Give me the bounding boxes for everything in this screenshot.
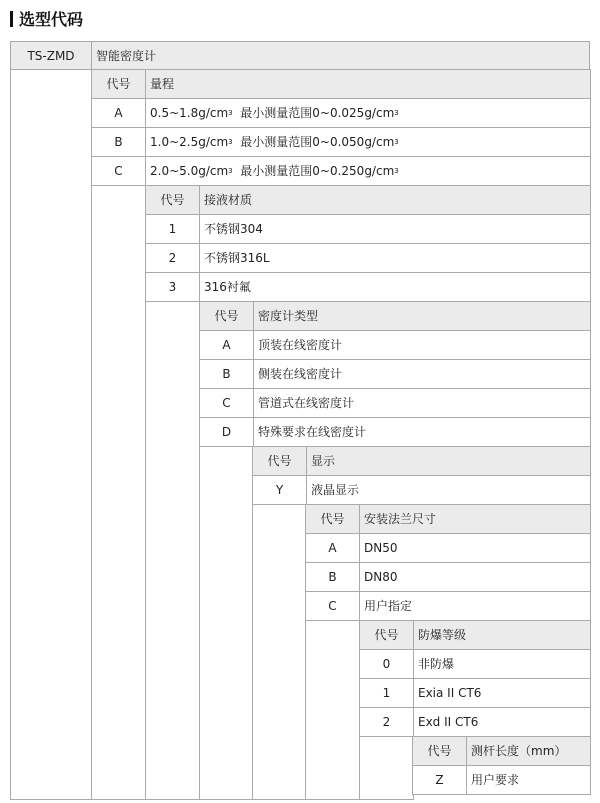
option-code bbox=[412, 765, 467, 795]
option-label bbox=[306, 475, 591, 505]
desc-header-text: 接液材质 bbox=[204, 193, 253, 207]
model-code-cell bbox=[10, 41, 92, 70]
option-code bbox=[359, 678, 414, 708]
level-3-desc-header bbox=[253, 301, 591, 331]
desc-header-text: 安装法兰尺寸 bbox=[364, 512, 437, 526]
code-header-text: 代号 bbox=[267, 454, 292, 468]
option-label-text: 用户要求 bbox=[471, 773, 520, 787]
unit-superscript: 3 bbox=[394, 137, 399, 146]
level-4-spacer bbox=[252, 504, 307, 800]
option-code bbox=[199, 417, 254, 447]
option-label-text: 316衬氟 bbox=[204, 280, 251, 294]
option-code-text: 2 bbox=[382, 715, 391, 729]
option-label-text: 侧装在线密度计 bbox=[258, 367, 343, 381]
option-label-text: 顶装在线密度计 bbox=[258, 338, 343, 352]
option-code bbox=[199, 388, 254, 418]
option-code-text: 3 bbox=[168, 280, 177, 294]
range-text: 1.0~2.5g/cm bbox=[150, 135, 229, 149]
option-code-text: B bbox=[222, 367, 231, 381]
option-code bbox=[199, 330, 254, 360]
level-1-desc-header bbox=[145, 69, 591, 99]
option-code bbox=[145, 272, 200, 302]
model-spacer bbox=[10, 69, 92, 800]
desc-header-text: 密度计类型 bbox=[258, 309, 319, 323]
desc-header-text: 显示 bbox=[311, 454, 336, 468]
option-code-text: Z bbox=[435, 773, 444, 787]
level-5-spacer bbox=[305, 620, 360, 800]
level-4-code-header bbox=[252, 446, 307, 476]
range-text: 2.0~5.0g/cm bbox=[150, 164, 229, 178]
option-label bbox=[199, 243, 591, 273]
option-label-text: DN80 bbox=[364, 570, 398, 584]
section-title-text: 选型代码 bbox=[19, 10, 84, 29]
level-3-code-header bbox=[199, 301, 254, 331]
code-header-text: 代号 bbox=[214, 309, 239, 323]
option-code bbox=[359, 707, 414, 737]
option-code-text: C bbox=[114, 164, 123, 178]
option-label-text: 液晶显示 bbox=[311, 483, 360, 497]
option-label-text: Exia II CT6 bbox=[418, 686, 482, 700]
level-6-spacer bbox=[359, 736, 414, 800]
desc-header-text: 测杆长度（mm） bbox=[471, 744, 567, 758]
option-code-text: C bbox=[328, 599, 337, 613]
option-label bbox=[466, 765, 591, 795]
level-1-spacer bbox=[91, 185, 146, 800]
level-2-code-header bbox=[145, 185, 200, 215]
option-code bbox=[91, 156, 146, 186]
option-code bbox=[91, 98, 146, 128]
unit-superscript: 3 bbox=[228, 166, 233, 175]
option-code-text: Y bbox=[275, 483, 284, 497]
option-label-text: Exd II CT6 bbox=[418, 715, 479, 729]
option-label bbox=[199, 272, 591, 302]
option-code-text: A bbox=[328, 541, 337, 555]
option-label bbox=[253, 417, 591, 447]
option-label bbox=[145, 98, 591, 128]
option-code-text: D bbox=[221, 425, 232, 439]
code-header-text: 代号 bbox=[160, 193, 185, 207]
option-code-text: C bbox=[222, 396, 231, 410]
option-code-text: 1 bbox=[168, 222, 177, 236]
option-label-text: 非防爆 bbox=[418, 657, 455, 671]
option-label-text: DN50 bbox=[364, 541, 398, 555]
code-header-text: 代号 bbox=[106, 77, 131, 91]
min-range-text: 最小测量范围0~0.250g/cm bbox=[232, 164, 395, 178]
range-text: 0.5~1.8g/cm bbox=[150, 106, 229, 120]
option-code bbox=[145, 243, 200, 273]
level-2-spacer bbox=[145, 301, 200, 800]
option-label bbox=[253, 330, 591, 360]
option-code bbox=[252, 475, 307, 505]
unit-superscript: 3 bbox=[228, 108, 233, 117]
model-name: 智能密度计 bbox=[96, 48, 157, 63]
level-1-code-header bbox=[91, 69, 146, 99]
unit-superscript: 3 bbox=[228, 137, 233, 146]
level-5-code-header bbox=[305, 504, 360, 534]
option-code-text: 0 bbox=[382, 657, 391, 671]
option-code-text: 2 bbox=[168, 251, 177, 265]
option-label bbox=[413, 707, 591, 737]
min-range-text: 最小测量范围0~0.050g/cm bbox=[232, 135, 395, 149]
desc-header-text: 量程 bbox=[150, 77, 175, 91]
option-label-text: 不锈钢304 bbox=[204, 222, 263, 236]
option-code bbox=[199, 359, 254, 389]
option-code bbox=[305, 533, 360, 563]
option-code-text: B bbox=[328, 570, 337, 584]
level-5-desc-header bbox=[359, 504, 591, 534]
level-7-code-header bbox=[412, 736, 467, 766]
option-label bbox=[413, 678, 591, 708]
level-3-spacer bbox=[199, 446, 254, 800]
option-code bbox=[305, 591, 360, 621]
option-label-text: 管道式在线密度计 bbox=[258, 396, 355, 410]
level-6-code-header bbox=[359, 620, 414, 650]
option-label bbox=[253, 388, 591, 418]
unit-superscript: 3 bbox=[394, 166, 399, 175]
option-label bbox=[253, 359, 591, 389]
model-code: TS-ZMD bbox=[27, 48, 75, 63]
option-code-text: A bbox=[114, 106, 123, 120]
option-label bbox=[199, 214, 591, 244]
option-label bbox=[359, 562, 591, 592]
desc-header-text: 防爆等级 bbox=[418, 628, 467, 642]
level-2-desc-header bbox=[199, 185, 591, 215]
option-label bbox=[413, 649, 591, 679]
min-range-text: 最小测量范围0~0.025g/cm bbox=[232, 106, 395, 120]
code-header-text: 代号 bbox=[320, 512, 345, 526]
option-label-text: 特殊要求在线密度计 bbox=[258, 425, 367, 439]
level-7-desc-header bbox=[466, 736, 591, 766]
unit-superscript: 3 bbox=[394, 108, 399, 117]
option-code bbox=[305, 562, 360, 592]
option-label bbox=[145, 156, 591, 186]
model-name-cell bbox=[91, 41, 590, 70]
option-code-text: 1 bbox=[382, 686, 391, 700]
option-label bbox=[359, 591, 591, 621]
level-4-desc-header bbox=[306, 446, 591, 476]
option-label-text: 用户指定 bbox=[364, 599, 413, 613]
option-code bbox=[359, 649, 414, 679]
code-header-text: 代号 bbox=[374, 628, 399, 642]
level-6-desc-header bbox=[413, 620, 591, 650]
code-header-text: 代号 bbox=[427, 744, 452, 758]
option-code bbox=[91, 127, 146, 157]
option-code-text: B bbox=[114, 135, 123, 149]
option-label bbox=[145, 127, 591, 157]
option-label bbox=[359, 533, 591, 563]
option-code bbox=[145, 214, 200, 244]
option-label-text: 不锈钢316L bbox=[204, 251, 270, 265]
option-code-text: A bbox=[222, 338, 231, 352]
